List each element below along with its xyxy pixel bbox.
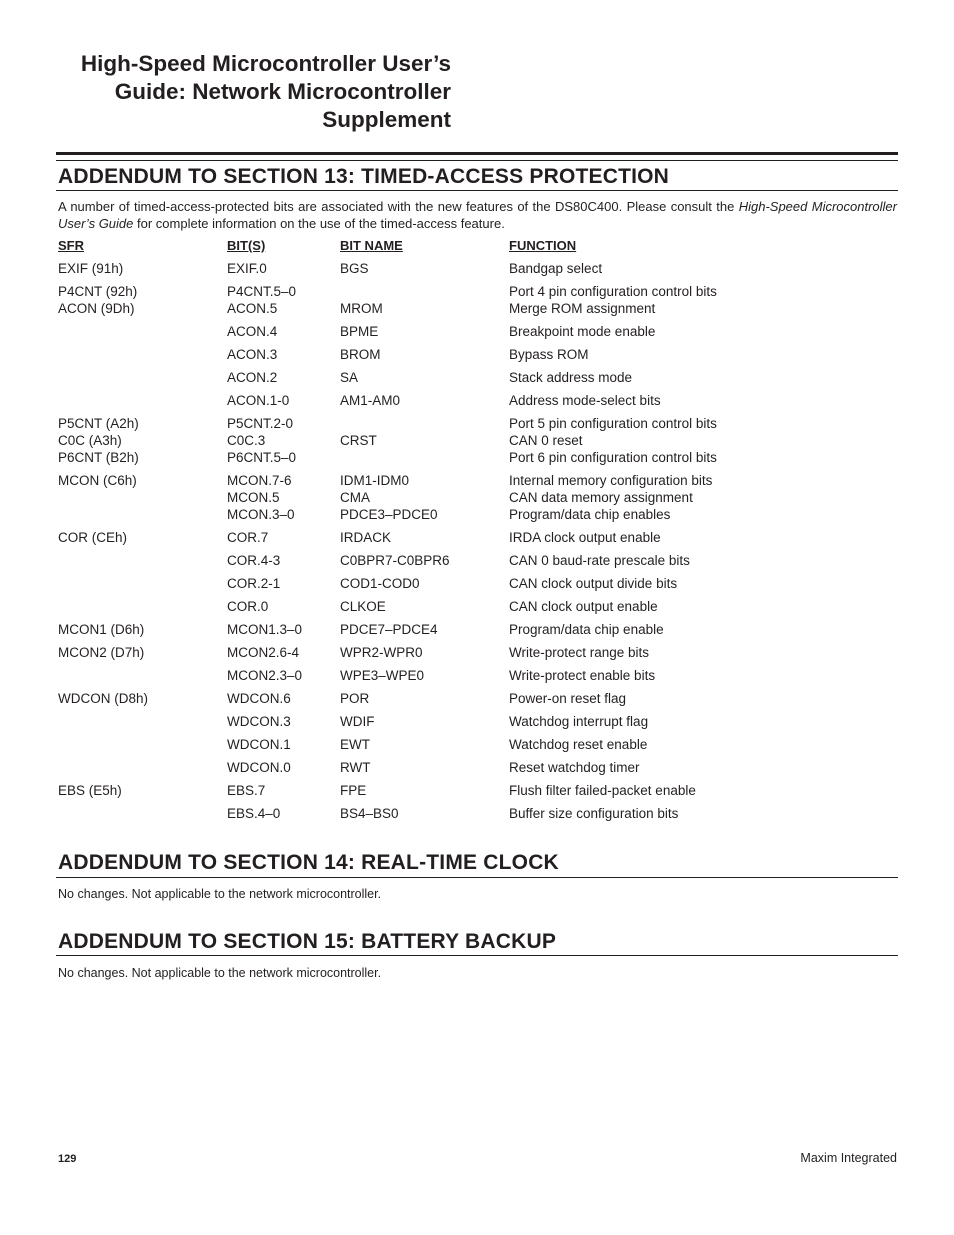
table-row: [57, 283, 817, 323]
bits-cell-line: MCON2.6-4: [227, 645, 300, 660]
header-sfr: SFR: [58, 238, 84, 253]
sfr-cell-line: COR (CEh): [58, 530, 128, 545]
function-cell-line: Watchdog interrupt flag: [509, 714, 649, 729]
table-row: [57, 713, 817, 736]
sfr-cell: [57, 598, 226, 621]
sfr-cell-line: [58, 392, 226, 409]
sfr-cell-line: [58, 713, 226, 730]
function-cell-line: Write-protect enable bits: [509, 668, 656, 683]
bits-cell-line: EXIF.0: [227, 261, 267, 276]
sfr-cell-line: P6CNT (B2h): [58, 450, 139, 465]
table-row: [57, 346, 817, 369]
function-cell-line: Flush filter failed-packet enable: [509, 783, 696, 798]
bits-cell-line: MCON.7-6: [227, 473, 292, 488]
bit-name-cell-line: IDM1-IDM0: [340, 473, 410, 488]
bit-name-cell-line: IRDACK: [340, 530, 392, 545]
bits-cell: [226, 713, 339, 736]
bits-cell-line: EBS.7: [227, 783, 266, 798]
bit-name-cell: [339, 805, 508, 828]
bits-cell-line: ACON.2: [227, 370, 278, 385]
section-13-rule: [56, 190, 898, 191]
table-row: [57, 805, 817, 828]
bits-cell-line: MCON.3–0: [227, 507, 295, 522]
bits-cell-line: COR.7: [227, 530, 269, 545]
function-cell-line: Buffer size configuration bits: [509, 806, 679, 821]
table-row: [57, 598, 817, 621]
sfr-cell-line: MCON1 (D6h): [58, 622, 145, 637]
function-cell: [508, 690, 817, 713]
function-cell-line: Breakpoint mode enable: [509, 324, 656, 339]
bits-cell: [226, 736, 339, 759]
bits-cell: [226, 552, 339, 575]
function-cell-line: Port 4 pin configuration control bits: [509, 284, 717, 299]
sfr-cell: [57, 283, 226, 323]
function-cell-line: CAN clock output enable: [509, 599, 658, 614]
section-13-intro: [58, 198, 897, 232]
bits-cell: [226, 782, 339, 805]
bit-name-cell-line: WPE3–WPE0: [340, 668, 425, 683]
bits-cell: [226, 415, 339, 472]
sfr-cell-line: [58, 805, 226, 822]
function-cell-line: Port 6 pin configuration control bits: [509, 450, 717, 465]
bit-name-cell-line: BROM: [340, 347, 381, 362]
sfr-cell-line: [58, 667, 226, 684]
bits-cell: [226, 260, 339, 283]
function-cell: [508, 667, 817, 690]
bits-cell-line: P6CNT.5–0: [227, 450, 297, 465]
function-cell: [508, 575, 817, 598]
function-cell-line: Program/data chip enable: [509, 622, 664, 637]
intro-text-start: A number of timed-access-protected bits are associated with the new features of the DS80C400. Please consult the: [58, 199, 739, 214]
sfr-cell: [57, 782, 226, 805]
bit-name-cell-line: BPME: [340, 324, 379, 339]
function-cell-line: Power-on reset flag: [509, 691, 627, 706]
bits-cell: [226, 644, 339, 667]
bits-cell-line: P5CNT.2-0: [227, 416, 294, 431]
sfr-cell: [57, 260, 226, 283]
bit-name-cell-line: WPR2-WPR0: [340, 645, 423, 660]
bits-cell: [226, 690, 339, 713]
bits-cell: [226, 472, 339, 529]
bits-cell-line: MCON1.3–0: [227, 622, 303, 637]
function-cell: [508, 759, 817, 782]
sfr-cell-line: C0C (A3h): [58, 433, 122, 448]
bit-name-cell: [339, 621, 508, 644]
function-cell: [508, 323, 817, 346]
function-cell: [508, 552, 817, 575]
bit-name-cell-line: COD1-COD0: [340, 576, 420, 591]
bits-cell-line: ACON.5: [227, 301, 278, 316]
sfr-cell-line: [58, 369, 226, 386]
bit-name-cell: [339, 392, 508, 415]
table-row: [57, 759, 817, 782]
bits-cell: [226, 283, 339, 323]
header-bits: BIT(S): [227, 238, 266, 253]
table-body: [57, 260, 817, 828]
bits-cell: [226, 805, 339, 828]
bits-cell-line: MCON2.3–0: [227, 668, 303, 683]
section-15-rule: [56, 955, 898, 956]
bits-cell: [226, 667, 339, 690]
sfr-cell: [57, 644, 226, 667]
sfr-cell: [57, 529, 226, 552]
table-row: [57, 575, 817, 598]
function-cell-line: CAN data memory assignment: [509, 490, 693, 505]
bit-name-cell-line: POR: [340, 691, 370, 706]
bit-name-cell-line: BS4–BS0: [340, 806, 399, 821]
sfr-cell-line: [58, 759, 226, 776]
bits-cell-line: P4CNT.5–0: [227, 284, 297, 299]
bits-cell-line: EBS.4–0: [227, 806, 281, 821]
bit-name-cell: [339, 472, 508, 529]
bit-name-cell-line: CMA: [340, 490, 370, 505]
function-cell: [508, 260, 817, 283]
function-cell: [508, 805, 817, 828]
bits-cell-line: ACON.4: [227, 324, 278, 339]
bits-cell: [226, 575, 339, 598]
bits-cell-line: COR.2-1: [227, 576, 281, 591]
sfr-cell-line: MCON (C6h): [58, 473, 137, 488]
section-13-heading: ADDENDUM TO SECTION 13: TIMED-ACCESS PROTECTION: [58, 165, 670, 188]
bit-name-cell: [339, 529, 508, 552]
function-cell: [508, 472, 817, 529]
sfr-cell: [57, 621, 226, 644]
function-cell: [508, 369, 817, 392]
intro-guide-title: High-Speed Microcontroller User’s Guide: [58, 199, 897, 231]
function-cell-line: IRDA clock output enable: [509, 530, 661, 545]
function-cell-line: Address mode-select bits: [509, 393, 661, 408]
sfr-cell-line: [58, 489, 226, 506]
function-cell-line: Stack address mode: [509, 370, 633, 385]
bit-name-cell-line: EWT: [340, 737, 370, 752]
sfr-cell: [57, 667, 226, 690]
function-cell-line: CAN clock output divide bits: [509, 576, 678, 591]
bit-name-cell-line: BGS: [340, 261, 369, 276]
table-row: [57, 392, 817, 415]
table-row: [57, 529, 817, 552]
function-cell: [508, 415, 817, 472]
table-row: [57, 644, 817, 667]
function-cell-line: CAN 0 baud-rate prescale bits: [509, 553, 690, 568]
sfr-cell-line: [58, 736, 226, 753]
bit-name-cell-line: CLKOE: [340, 599, 386, 614]
bit-name-cell: [339, 369, 508, 392]
sfr-cell-line: [58, 575, 226, 592]
sfr-cell: [57, 552, 226, 575]
bits-cell-line: WDCON.6: [227, 691, 291, 706]
function-cell: [508, 644, 817, 667]
document-title: [40, 50, 451, 134]
sfr-cell-line: WDCON (D8h): [58, 691, 148, 706]
bits-cell: [226, 621, 339, 644]
bit-name-cell-line: FPE: [340, 783, 367, 798]
function-cell: [508, 346, 817, 369]
bit-name-cell-line: WDIF: [340, 714, 375, 729]
bits-cell: [226, 369, 339, 392]
bits-cell: [226, 392, 339, 415]
sfr-cell-line: MCON2 (D7h): [58, 645, 145, 660]
sfr-cell: [57, 346, 226, 369]
function-cell-line: Reset watchdog timer: [509, 760, 640, 775]
bits-cell-line: COR.4-3: [227, 553, 281, 568]
bit-name-cell-line: RWT: [340, 760, 371, 775]
title-divider: [56, 152, 898, 161]
bits-cell-line: WDCON.1: [227, 737, 291, 752]
table-row: [57, 667, 817, 690]
bit-name-cell: [339, 415, 508, 472]
function-cell-line: Write-protect range bits: [509, 645, 650, 660]
bit-name-cell: [339, 644, 508, 667]
sfr-cell: [57, 690, 226, 713]
bits-cell-line: MCON.5: [227, 490, 280, 505]
bit-name-cell-line: MROM: [340, 301, 383, 316]
bit-name-cell: [339, 782, 508, 805]
bit-name-cell-line: PDCE7–PDCE4: [340, 622, 438, 637]
sfr-cell-line: P5CNT (A2h): [58, 416, 139, 431]
bit-name-cell: [339, 575, 508, 598]
sfr-cell: [57, 472, 226, 529]
bit-name-cell: [339, 283, 508, 323]
bit-name-cell-line: CRST: [340, 433, 377, 448]
bit-name-cell: [339, 759, 508, 782]
section-14-rule: [56, 877, 898, 878]
table-row: [57, 323, 817, 346]
bit-name-cell-line: C0BPR7-C0BPR6: [340, 553, 450, 568]
table-row: [57, 415, 817, 472]
function-cell-line: Watchdog reset enable: [509, 737, 648, 752]
sfr-cell: [57, 759, 226, 782]
table-row: [57, 260, 817, 283]
sfr-cell: [57, 713, 226, 736]
section-15-heading: ADDENDUM TO SECTION 15: BATTERY BACKUP: [58, 930, 557, 953]
table-row: [57, 369, 817, 392]
sfr-cell: [57, 369, 226, 392]
sfr-cell: [57, 415, 226, 472]
function-cell-line: Port 5 pin configuration control bits: [509, 416, 717, 431]
sfr-cell-line: ACON (9Dh): [58, 301, 135, 316]
bits-cell: [226, 529, 339, 552]
bit-name-cell: [339, 552, 508, 575]
table-row: [57, 690, 817, 713]
company-name: Maxim Integrated: [800, 1151, 897, 1165]
function-cell-line: Bypass ROM: [509, 347, 589, 362]
bits-cell: [226, 759, 339, 782]
function-cell: [508, 621, 817, 644]
function-cell-line: Program/data chip enables: [509, 507, 671, 522]
bits-cell-line: WDCON.0: [227, 760, 291, 775]
function-cell: [508, 782, 817, 805]
table-row: [57, 552, 817, 575]
sfr-cell-line: [58, 552, 226, 569]
bit-name-cell-line: [340, 283, 508, 300]
bit-name-cell-line: [340, 415, 508, 432]
function-cell: [508, 283, 817, 323]
bits-cell: [226, 346, 339, 369]
title-line-3: Supplement: [322, 107, 451, 132]
section-15-text: No changes. Not applicable to the network microcontroller.: [58, 966, 382, 980]
bit-name-cell: [339, 667, 508, 690]
function-cell: [508, 392, 817, 415]
timed-access-bits-table: [57, 237, 817, 828]
bit-name-cell: [339, 598, 508, 621]
function-cell: [508, 713, 817, 736]
bit-name-cell-line: [340, 449, 508, 466]
table-header-row: [57, 237, 817, 260]
sfr-cell: [57, 323, 226, 346]
sfr-cell: [57, 805, 226, 828]
bit-name-cell: [339, 713, 508, 736]
function-cell: [508, 736, 817, 759]
page-number: 129: [58, 1153, 77, 1165]
bits-cell-line: ACON.3: [227, 347, 278, 362]
bits-cell: [226, 598, 339, 621]
bits-cell: [226, 323, 339, 346]
bit-name-cell: [339, 323, 508, 346]
sfr-cell-line: [58, 506, 226, 523]
bits-cell-line: ACON.1-0: [227, 393, 290, 408]
section-14-heading: ADDENDUM TO SECTION 14: REAL-TIME CLOCK: [58, 851, 559, 874]
function-cell: [508, 529, 817, 552]
bit-name-cell-line: PDCE3–PDCE0: [340, 507, 438, 522]
function-cell-line: Bandgap select: [509, 261, 603, 276]
bit-name-cell: [339, 690, 508, 713]
intro-text-end: for complete information on the use of the timed-access feature.: [133, 216, 505, 231]
section-14-text: No changes. Not applicable to the network microcontroller.: [58, 887, 382, 901]
function-cell-line: Internal memory configuration bits: [509, 473, 713, 488]
function-cell-line: CAN 0 reset: [509, 433, 583, 448]
bit-name-cell-line: AM1-AM0: [340, 393, 401, 408]
bit-name-cell: [339, 346, 508, 369]
bits-cell-line: COR.0: [227, 599, 269, 614]
header-bit-name: BIT NAME: [340, 238, 403, 253]
table-row: [57, 736, 817, 759]
bit-name-cell-line: SA: [340, 370, 359, 385]
bits-cell-line: WDCON.3: [227, 714, 291, 729]
title-line-2: Guide: Network Microcontroller: [114, 79, 451, 104]
table-row: [57, 782, 817, 805]
bits-cell-line: C0C.3: [227, 433, 266, 448]
bit-name-cell: [339, 736, 508, 759]
sfr-cell-line: [58, 346, 226, 363]
sfr-cell-line: EXIF (91h): [58, 261, 124, 276]
sfr-cell-line: [58, 598, 226, 615]
function-cell-line: Merge ROM assignment: [509, 301, 656, 316]
sfr-cell-line: EBS (E5h): [58, 783, 122, 798]
sfr-cell-line: P4CNT (92h): [58, 284, 138, 299]
table-row: [57, 621, 817, 644]
sfr-cell: [57, 736, 226, 759]
bit-name-cell: [339, 260, 508, 283]
header-function: FUNCTION: [509, 238, 577, 253]
function-cell: [508, 598, 817, 621]
title-line-1: High-Speed Microcontroller User’s: [80, 51, 451, 76]
table-row: [57, 472, 817, 529]
sfr-cell-line: [58, 323, 226, 340]
sfr-cell: [57, 575, 226, 598]
sfr-cell: [57, 392, 226, 415]
